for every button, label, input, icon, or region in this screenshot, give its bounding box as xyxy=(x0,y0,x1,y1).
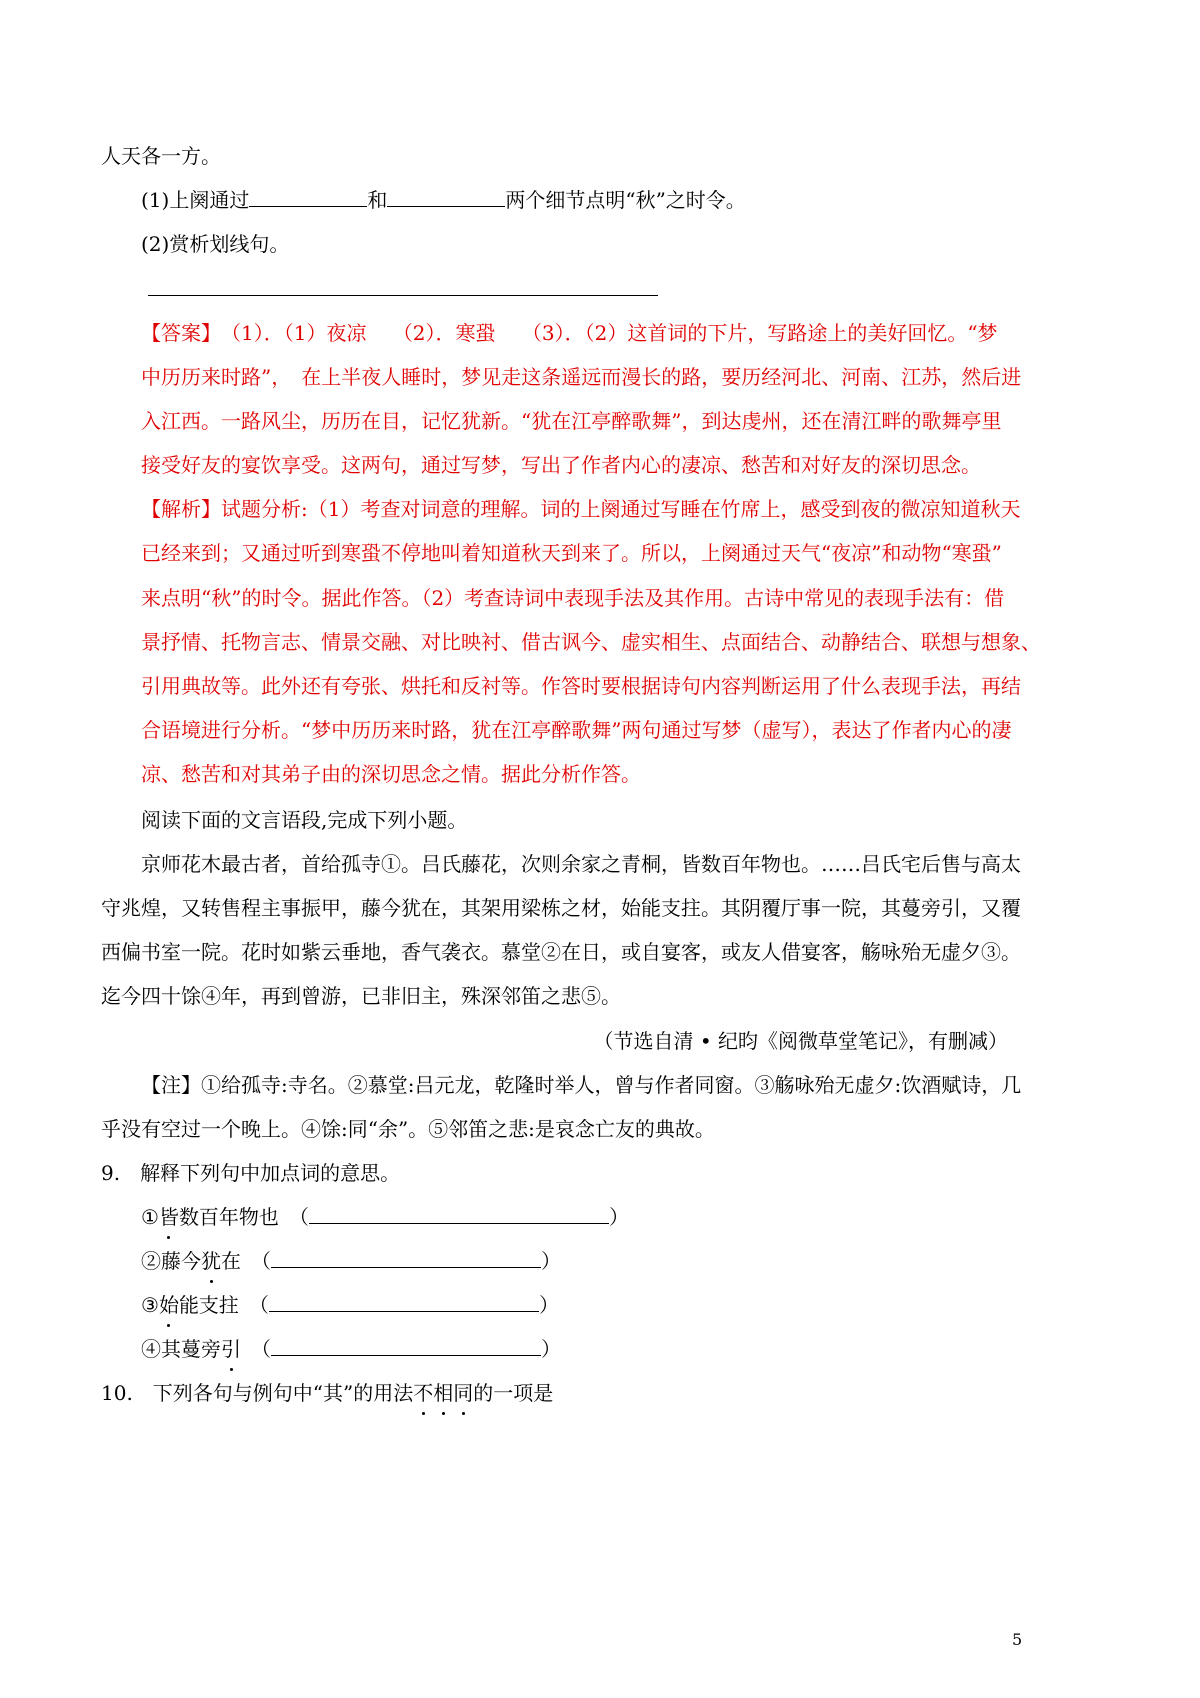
item-2-suffix: 在 xyxy=(221,1249,241,1273)
reading-intro: 阅读下面的文言语段,完成下列小题。 xyxy=(141,808,468,832)
answer-blank-2[interactable] xyxy=(387,186,505,207)
question-1 xyxy=(141,185,746,215)
item-2-open-paren: （ xyxy=(251,1249,271,1273)
question-1-part-c: 两个细节点明“秋”之时令。 xyxy=(505,188,746,212)
analysis-line-6: 合语境进行分析。“梦中历历来时路，犹在江亭醉歌舞”两句通过写梦（虚写），表达了作者内心的凄 xyxy=(141,718,1012,742)
item-1-prefix: ① xyxy=(141,1205,159,1229)
notes-line-1: 【注】①给孤寺:寺名。②慕堂:吕元龙，乾隆时举人，曾与作者同窗。③觞咏殆无虚夕:饮酒赋诗，几 xyxy=(141,1073,1022,1097)
item-2-prefix: ②藤今 xyxy=(141,1249,201,1273)
analysis-line-1: 【解析】试题分析:（1）考查对词意的理解。词的上阕通过写睡在竹席上，感受到夜的微凉知道秋天 xyxy=(141,497,1021,521)
passage-line-2: 守兆煌，又转售程主事振甲，藤今犹在，其架用梁栋之材，始能支拄。其阴覆厅事一院，其蔓旁引，又覆 xyxy=(101,896,1021,920)
item-3-open-paren: （ xyxy=(248,1293,269,1317)
item-2-answer-blank[interactable] xyxy=(271,1247,541,1268)
notes-line-2: 乎没有空过一个晚上。④馀:同“余”。⑤邻笛之悲:是哀念亡友的典故。 xyxy=(101,1117,715,1141)
question-1-part-b: 和 xyxy=(367,188,388,212)
item-3-suffix: 能支拄 xyxy=(178,1293,239,1317)
item-3-prefix: ③ xyxy=(141,1293,159,1317)
item-4-answer-blank[interactable] xyxy=(271,1335,541,1356)
item-3-dotted-word: 始 xyxy=(159,1290,179,1320)
item-4-prefix: ④其蔓旁 xyxy=(141,1337,221,1361)
question-9-item-4 xyxy=(141,1334,561,1364)
question-10-dotted-char-3: 同 xyxy=(453,1378,473,1408)
analysis-line-7: 凉、愁苦和对其弟子由的深切思念之情。据此分析作答。 xyxy=(141,762,641,786)
question-10 xyxy=(101,1378,553,1408)
item-1-suffix: 数百年物也 xyxy=(178,1205,279,1229)
item-1-dotted-word: 皆 xyxy=(159,1202,179,1232)
item-1-answer-blank[interactable] xyxy=(309,1203,609,1224)
question-9-item-2 xyxy=(141,1246,561,1276)
item-1-open-paren: （ xyxy=(288,1205,309,1229)
item-2-dotted-word: 犹 xyxy=(201,1246,221,1276)
analysis-line-3: 来点明“秋”的时令。据此作答。（2）考查诗词中表现手法及其作用。古诗中常见的表现手法有：借 xyxy=(141,586,1005,610)
item-4-dotted-word: 引 xyxy=(221,1334,241,1364)
passage-source: （节选自清 • 纪昀《阅微草堂笔记》，有删减） xyxy=(593,1029,1008,1053)
answer-line-4: 接受好友的宴饮享受。这两句，通过写梦，写出了作者内心的凄凉、愁苦和对好友的深切思念。 xyxy=(141,453,981,477)
continuation-line: 人天各一方。 xyxy=(101,144,221,168)
question-1-part-a: (1)上阕通过 xyxy=(141,188,250,212)
analysis-line-4: 景抒情、托物言志、情景交融、对比映衬、借古讽今、虚实相生、点面结合、动静结合、联想与想象、 xyxy=(141,630,1041,654)
question-9-item-1 xyxy=(141,1202,629,1232)
page-number: 5 xyxy=(1012,1630,1023,1649)
item-1-close-paren: ） xyxy=(608,1205,629,1229)
answer-line-1: 【答案】 （1）．（1）夜凉 （2）．寒蛩 （3）．（2）这首词的下片，写路途上的美好回忆。“梦 xyxy=(141,321,998,345)
question-10-suffix: 的一项是 xyxy=(473,1381,554,1405)
item-4-open-paren: （ xyxy=(251,1337,271,1361)
item-4-close-paren: ） xyxy=(541,1337,561,1361)
question-10-dotted-char-1: 不 xyxy=(413,1378,433,1408)
passage-line-3: 西偏书室一院。花时如紫云垂地，香气袭衣。慕堂②在日，或自宴客，或友人借宴客，觞咏殆无虚夕③。 xyxy=(101,940,1021,964)
question-9-item-3 xyxy=(141,1290,559,1320)
item-2-close-paren: ） xyxy=(541,1249,561,1273)
passage-line-4: 迄今四十馀④年，再到曾游，已非旧主，殊深邻笛之悲⑤。 xyxy=(101,984,621,1008)
question-9-title: 9. 解释下列句中加点词的意思。 xyxy=(101,1161,401,1185)
question-10-dotted-char-2: 相 xyxy=(433,1378,453,1408)
answer-line[interactable] xyxy=(148,295,658,296)
analysis-line-2: 已经来到；又通过听到寒蛩不停地叫着知道秋天到来了。所以，上阕通过天气“夜凉”和动物“寒蛩” xyxy=(141,541,1002,565)
question-2: (2)赏析划线句。 xyxy=(141,232,290,256)
item-3-answer-blank[interactable] xyxy=(269,1291,539,1312)
answer-line-3: 入江西。一路风尘，历历在目，记忆犹新。“犹在江亭醉歌舞”，到达虔州，还在清江畔的歌舞亭里 xyxy=(141,409,1002,433)
question-10-prefix: 10. 下列各句与例句中“其”的用法 xyxy=(101,1381,414,1405)
analysis-line-5: 引用典故等。此外还有夸张、烘托和反衬等。作答时要根据诗句内容判断运用了什么表现手法，再结 xyxy=(141,674,1021,698)
passage-line-1: 京师花木最古者，首给孤寺①。吕氏藤花，次则余家之青桐，皆数百年物也。……吕氏宅后售与高太 xyxy=(141,852,1021,876)
item-3-close-paren: ） xyxy=(538,1293,559,1317)
answer-blank-1[interactable] xyxy=(249,186,367,207)
answer-line-2: 中历历来时路”， 在上半夜人睡时，梦见走这条遥远而漫长的路，要历经河北、河南、江苏，然后进 xyxy=(141,365,1022,389)
